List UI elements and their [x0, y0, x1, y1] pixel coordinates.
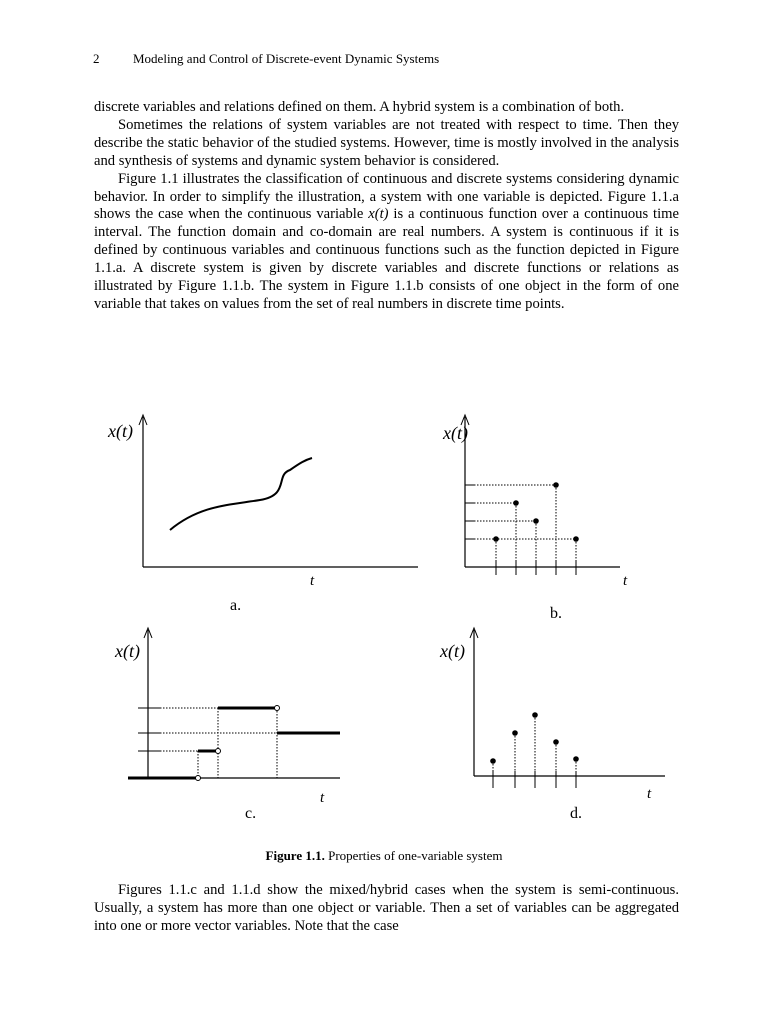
- panel-b-point: [493, 536, 499, 542]
- panel-b: [442, 415, 628, 622]
- panel-b-point: [553, 482, 559, 488]
- panel-d-label: d.: [570, 805, 582, 822]
- page-number: 2: [93, 51, 100, 66]
- panel-b-label: b.: [550, 605, 562, 622]
- panel-d-y-label: x(t): [440, 641, 465, 661]
- panel-b-point: [513, 500, 519, 506]
- panel-d-point: [573, 756, 579, 762]
- panel-d-point: [532, 712, 538, 718]
- figure-1-1: [90, 405, 690, 835]
- paragraph-2: Sometimes the relations of system variables are not treated with respect to time. Then they describe the static behavior of the studied systems. However, time is mostly involved in the analysis and synthesis of systems and dynamic system behavior is considered.: [94, 116, 679, 169]
- body-text-continued: [94, 882, 679, 936]
- paragraph-3-variable: x(t): [368, 206, 389, 223]
- running-title: Modeling and Control of Discrete-event Dynamic Systems: [133, 51, 440, 66]
- panel-a-label: a.: [230, 597, 242, 614]
- running-header: [93, 51, 683, 67]
- paragraph-3-part-2: is a continuous function over a continuous time interval. The function domain and co-domain are real numbers. A system is continuous if it is defined by continuous variables and continuous functions such as the function depicted in Figure 1.1.a. A discrete system is given by discrete variables and discrete functions or relations as illustrated by Figure 1.1.b. The system in Figure 1.1.b consists of one object in the form of one variable that takes on values from the set of real numbers in discrete time points.: [94, 206, 679, 312]
- panel-b-point: [533, 518, 539, 524]
- panel-a-y-label: x(t): [108, 421, 133, 441]
- panel-d-point: [490, 758, 496, 764]
- panel-d: [439, 628, 665, 822]
- caption-label: Figure 1.1.: [265, 848, 325, 863]
- panel-b-point: [573, 536, 579, 542]
- panel-b-y-label: x(t): [443, 423, 468, 443]
- panel-c-x-label: t: [320, 790, 325, 806]
- paragraph-4: Figures 1.1.c and 1.1.d show the mixed/hybrid cases when the system is semi-continuous. Usually, a system has more than one object or variable. Then a set of variables can be aggregated into one or more vector variables. Note that the case: [94, 882, 679, 934]
- paragraph-1: discrete variables and relations defined on them. A hybrid system is a combination of both.: [94, 99, 625, 115]
- panel-d-point: [553, 739, 559, 745]
- panel-b-x-label: t: [623, 573, 628, 589]
- body-text: [94, 99, 679, 314]
- panel-c-y-label: x(t): [115, 641, 140, 661]
- panel-d-point: [512, 730, 518, 736]
- paragraph-3-part-1: Figure 1.1 illustrates the classification of continuous and discrete systems considering dynamic behavior. In order to simplify the illustration, a system with one variable is depicted. Figure 1.1.a shows the case when the continuous variable: [94, 170, 679, 223]
- panel-a-continuous-curve: [170, 458, 312, 530]
- panel-c: [114, 628, 340, 822]
- caption-text: Properties of one-variable system: [324, 848, 503, 863]
- panel-d-x-label: t: [647, 786, 652, 802]
- panel-a-x-label: t: [310, 573, 315, 589]
- figure-caption: [0, 848, 768, 864]
- panel-a: [107, 415, 418, 614]
- panel-c-label: c.: [245, 805, 257, 822]
- paragraph-3: [94, 171, 679, 314]
- figure-graphics: [90, 405, 690, 835]
